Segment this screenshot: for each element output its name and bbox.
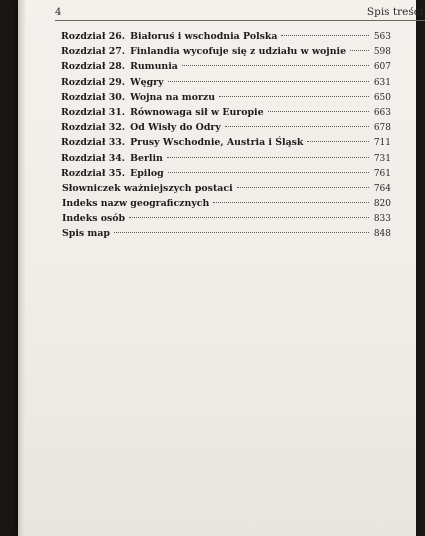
toc-entry: [61, 29, 391, 44]
chapter-label: Rozdział 31.: [61, 106, 126, 118]
page-edge: [18, 0, 25, 536]
page-number: 4: [55, 7, 62, 18]
dot-leader: [167, 157, 369, 158]
dot-leader: [168, 172, 369, 173]
dot-leader: [307, 141, 369, 142]
entry-page: 833: [373, 214, 391, 225]
entry-page: 848: [373, 229, 391, 240]
chapter-label: Rozdział 26.: [61, 31, 126, 42]
entry-page: 563: [373, 32, 391, 42]
entry-title: Węgry: [130, 76, 164, 88]
entry-page: 764: [373, 183, 391, 194]
toc-entry: [61, 211, 391, 226]
toc-entry: [61, 105, 391, 120]
chapter-label: Rozdział 29.: [61, 76, 126, 88]
dot-leader: [237, 187, 369, 188]
dot-leader: [114, 232, 369, 233]
toc-entry: [61, 44, 391, 59]
entry-page: 631: [373, 77, 391, 88]
dot-leader: [182, 65, 369, 66]
dot-leader: [268, 111, 369, 112]
chapter-label: Rozdział 34.: [61, 152, 126, 164]
toc-entry: [61, 120, 391, 135]
entry-page: 663: [373, 107, 391, 118]
toc-entry: [61, 151, 391, 166]
entry-title: Indeks nazw geograficznych: [62, 198, 210, 210]
section-title: Spis treści: [366, 6, 423, 18]
dot-leader: [225, 126, 369, 127]
toc-entry: [61, 226, 391, 241]
toc-entry: [61, 181, 391, 196]
dot-leader: [350, 50, 369, 51]
table-of-contents: [61, 29, 391, 242]
entry-title: Równowaga sił w Europie: [130, 106, 264, 118]
toc-entry: [61, 166, 391, 181]
entry-title: Epilog: [130, 167, 164, 179]
entry-title: Spis map: [62, 228, 110, 240]
chapter-label: Rozdział 28.: [61, 61, 126, 73]
chapter-label: Rozdział 27.: [61, 46, 126, 58]
dot-leader: [281, 35, 369, 36]
entry-title: Wojna na morzu: [130, 91, 216, 103]
chapter-label: Rozdział 32.: [61, 122, 126, 134]
chapter-label: Rozdział 33.: [61, 137, 126, 149]
entry-title: Od Wisły do Odry: [130, 122, 221, 134]
entry-title: Berlin: [130, 152, 163, 164]
entry-page: 711: [373, 138, 391, 149]
dot-leader: [213, 202, 369, 203]
entry-page: 650: [373, 92, 391, 103]
entry-title: Prusy Wschodnie, Austria i Śląsk: [130, 137, 304, 149]
toc-entry: [61, 90, 391, 105]
toc-entry: [61, 75, 391, 90]
entry-title: Słowniczek ważniejszych postaci: [62, 182, 233, 194]
entry-page: 598: [373, 47, 391, 58]
toc-entry: [61, 59, 391, 74]
entry-title: Indeks osób: [62, 213, 126, 225]
entry-page: 607: [373, 62, 391, 73]
entry-page: 731: [373, 153, 391, 164]
dot-leader: [168, 81, 369, 82]
entry-title: Finlandia wycofuje się z udziału w wojnie: [130, 46, 347, 58]
entry-page: 761: [373, 168, 391, 179]
chapter-label: Rozdział 30.: [61, 91, 126, 103]
entry-page: 678: [373, 123, 391, 134]
entry-title: Rumunia: [130, 61, 178, 73]
entry-title: Białoruś i wschodnia Polska: [130, 31, 278, 42]
entry-page: 820: [373, 199, 391, 210]
chapter-label: Rozdział 35.: [61, 167, 126, 179]
book-page: [18, 0, 423, 536]
toc-entry: [61, 196, 391, 211]
running-header: [55, 6, 425, 21]
dot-leader: [219, 96, 369, 97]
toc-entry: [61, 135, 391, 150]
dot-leader: [129, 217, 369, 218]
